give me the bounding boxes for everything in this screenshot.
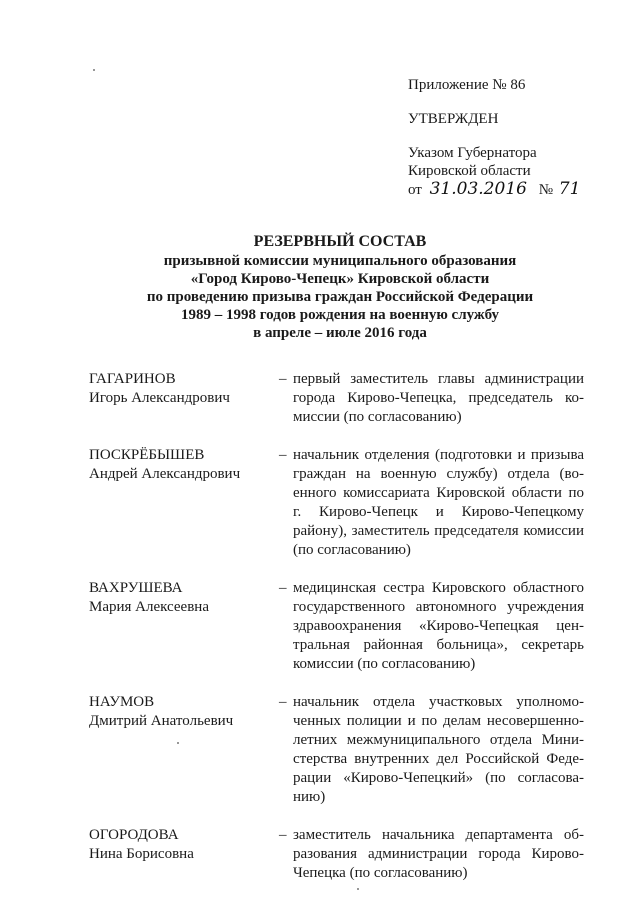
- member-given-names: Дмитрий Анатольевич: [89, 713, 234, 729]
- member-role: первый заместитель главы администрации города Кирово-Чепецка, председатель комиссии (по согласованию): [293, 371, 584, 425]
- appendix-number: Приложение № 86: [408, 77, 526, 93]
- member-role: начальник отдела участковых уполномоченных полиции и по делам несовершеннолетних межмуниципального отдела Министерства внутренних дел Российской Федерации «Кирово-Чепецкий» (по согласованию): [293, 694, 584, 805]
- member-surname: ВАХРУШЕВА: [89, 580, 183, 596]
- members-list: [89, 370, 584, 883]
- member-name: [89, 693, 279, 807]
- dash: –: [279, 447, 287, 463]
- title-main: РЕЗЕРВНЫЙ СОСТАВ: [253, 233, 427, 250]
- member-given-names: Игорь Александрович: [89, 390, 230, 406]
- dash: –: [279, 827, 287, 843]
- member-role: начальник отделения (подготовки и призыва граждан на военную службу) отдела (военного комиссариата Кировской области по г. Кирово-Чепецк и Кирово-Чепецкому району), заместитель председателя комиссии (по согласованию): [293, 447, 584, 558]
- member-surname: ПОСКРЁБЫШЕВ: [89, 447, 205, 463]
- member-entry: [89, 370, 584, 427]
- scan-speck: [357, 888, 359, 890]
- member-name: [89, 446, 279, 560]
- member-entry: [89, 693, 584, 807]
- member-role: заместитель начальника департамента образования администрации города Кирово-Чепецка (по согласованию): [293, 827, 584, 881]
- handwritten-number: 71: [558, 179, 581, 199]
- title-line: в апреле – июле 2016 года: [253, 325, 427, 341]
- title-line: «Город Кирово-Чепецк» Кировской области: [190, 271, 490, 287]
- member-surname: ГАГАРИНОВ: [89, 371, 176, 387]
- handwritten-date: 31.03.2016: [429, 179, 527, 199]
- title-line: по проведению призыва граждан Российской Федерации: [146, 289, 534, 305]
- member-role: медицинская сестра Кировского областного государственного автономного учреждения здравоохранения «Кирово-Чепецкая центральная районная больница», секретарь комиссии (по согласованию): [293, 580, 584, 672]
- member-entry: [89, 446, 584, 560]
- member-surname: НАУМОВ: [89, 694, 155, 710]
- decree-date-line: [408, 180, 628, 199]
- member-surname: ОГОРОДОВА: [89, 827, 179, 843]
- scan-speck: [177, 742, 179, 744]
- member-given-names: Мария Алексеевна: [89, 599, 209, 615]
- dash: –: [279, 694, 287, 710]
- from-label: от: [408, 182, 422, 198]
- title-line: призывной комиссии муниципального образования: [163, 253, 517, 269]
- member-name: [89, 826, 279, 883]
- approval-block: [408, 76, 628, 199]
- member-name: [89, 370, 279, 427]
- dash: –: [279, 580, 287, 596]
- title-line: 1989 – 1998 годов рождения на военную службу: [180, 307, 500, 323]
- number-label: №: [538, 182, 554, 198]
- document-title: [60, 233, 620, 342]
- decree-line-2: Кировской области: [408, 163, 531, 179]
- member-entry: [89, 579, 584, 674]
- member-given-names: Нина Борисовна: [89, 846, 194, 862]
- approved-heading: УТВЕРЖДЕН: [408, 111, 499, 127]
- scan-speck: [93, 69, 95, 71]
- member-name: [89, 579, 279, 674]
- dash: –: [279, 371, 287, 387]
- member-given-names: Андрей Александрович: [89, 466, 241, 482]
- member-entry: [89, 826, 584, 883]
- decree-line-1: Указом Губернатора: [408, 145, 537, 161]
